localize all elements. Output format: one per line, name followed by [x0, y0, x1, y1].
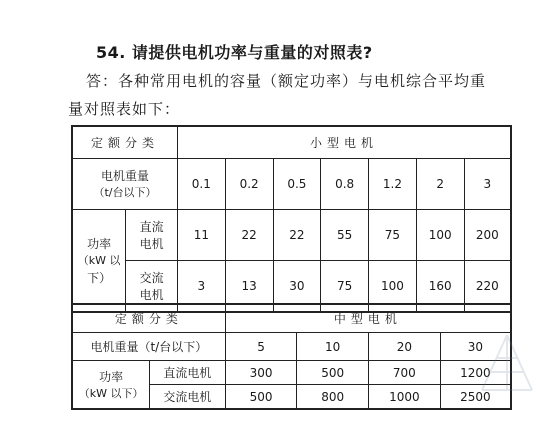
category-value: 小型电机	[177, 126, 511, 159]
weight-cell: 3	[464, 159, 511, 210]
watermark-logo-icon	[472, 330, 542, 400]
weight-cell: 0.8	[321, 159, 369, 210]
ac-cell: 800	[297, 385, 369, 410]
ac-cell: 100	[369, 261, 417, 313]
category-label: 定额分类	[72, 304, 225, 333]
power-label-line1: 功率	[87, 237, 112, 251]
ac-cell: 3	[177, 261, 225, 313]
weight-cell: 0.5	[273, 159, 321, 210]
dc-cell: 55	[321, 210, 369, 261]
dc-cell: 22	[273, 210, 321, 261]
weight-label-cell	[72, 159, 177, 210]
dc-cell: 100	[416, 210, 464, 261]
ac-cell: 2500	[440, 385, 511, 410]
answer-line-2: 量对照表如下：	[68, 100, 181, 118]
power-label-line2: （kW 以下）	[78, 386, 144, 400]
dc-cell: 500	[297, 361, 369, 385]
dc-cell: 700	[369, 361, 441, 385]
ac-cell: 75	[321, 261, 369, 313]
dc-cell: 1200	[440, 361, 511, 385]
power-label-line1: 功率	[99, 369, 124, 384]
category-value: 中型电机	[225, 304, 511, 333]
ac-cell: 160	[416, 261, 464, 313]
weight-cell: 10	[297, 333, 369, 361]
answer-line-1: 答：各种常用电机的容量（额定功率）与电机综合平均重	[86, 72, 487, 90]
ac-cell: 13	[225, 261, 273, 313]
weight-label-line2: （t/台以下）	[93, 186, 157, 199]
dc-label-line1: 直流	[139, 220, 164, 234]
power-label-cell	[72, 210, 126, 313]
weight-label-line1: 电机重量	[100, 169, 149, 183]
ac-cell: 1000	[369, 385, 441, 410]
medium-motor-table	[71, 303, 512, 410]
dc-cell: 200	[464, 210, 511, 261]
weight-cell: 0.1	[177, 159, 225, 210]
weight-cell: 1.2	[369, 159, 417, 210]
dc-motor-label	[126, 210, 178, 261]
dc-cell: 22	[225, 210, 273, 261]
ac-cell: 30	[273, 261, 321, 313]
dc-motor-label: 直流电机	[150, 361, 226, 385]
small-motor-table	[71, 125, 512, 313]
power-label-line2: （kW 以	[77, 254, 121, 267]
category-label: 定额分类	[72, 126, 177, 159]
weight-cell: 5	[225, 333, 297, 361]
question-title: 54. 请提供电机功率与重量的对照表?	[96, 43, 373, 62]
weight-cell: 30	[440, 333, 511, 361]
power-label-line3: 下）	[87, 271, 112, 285]
dc-cell: 11	[177, 210, 225, 261]
ac-cell: 500	[225, 385, 297, 410]
weight-cell: 20	[369, 333, 441, 361]
ac-motor-label: 交流电机	[150, 385, 226, 410]
power-label-cell	[72, 361, 150, 410]
dc-cell: 300	[225, 361, 297, 385]
weight-cell: 2	[416, 159, 464, 210]
ac-label-line2: 电机	[139, 288, 164, 302]
weight-cell: 0.2	[225, 159, 273, 210]
ac-label-line1: 交流	[139, 271, 164, 285]
weight-label: 电机重量（t/台以下）	[72, 333, 225, 361]
ac-cell: 220	[464, 261, 511, 313]
dc-label-line2: 电机	[139, 237, 164, 251]
dc-cell: 75	[369, 210, 417, 261]
